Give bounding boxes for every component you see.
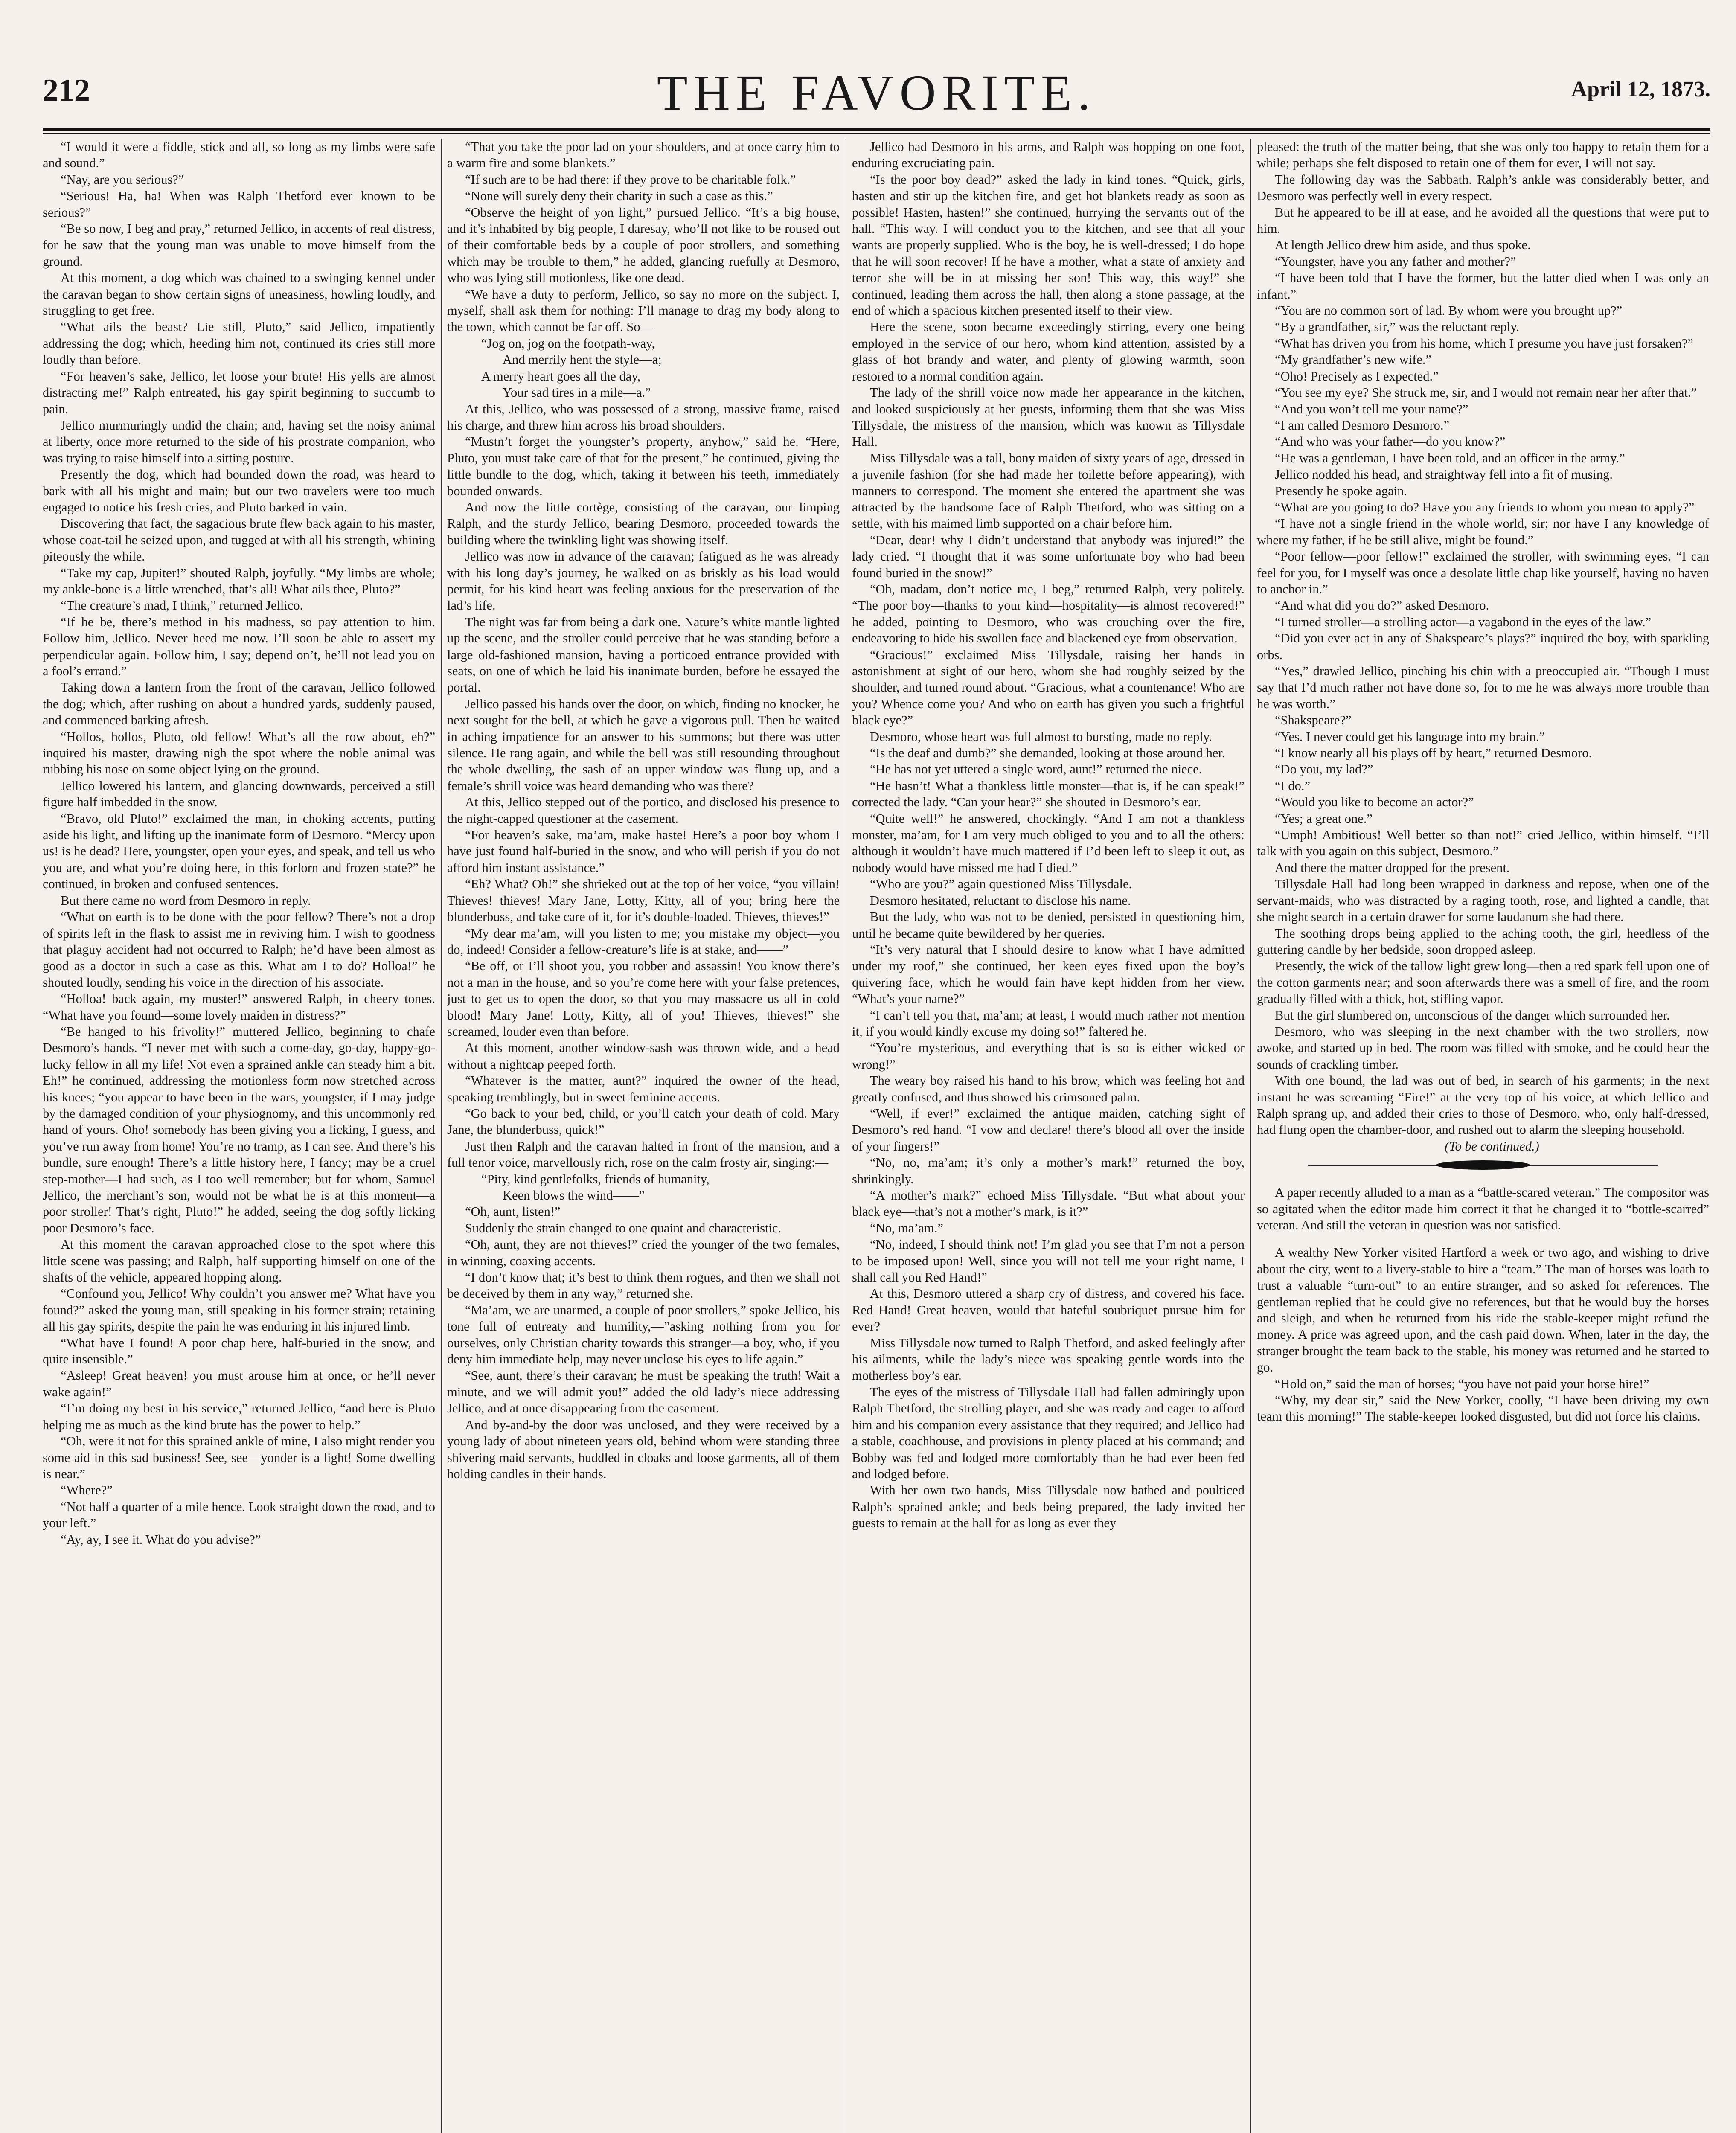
article-paragraph: “Is the deaf and dumb?” she demanded, looking at those around her. [870, 746, 1225, 761]
article-paragraph: “I can’t tell you that, ma’am; at least, I would much rather not mention it, if you would kindly excuse my doing so!” faltered he. [852, 1008, 1245, 1039]
article-paragraph: Jellico murmuringly undid the chain; and, having set the noisy animal at liberty, once more returned to the side of his prostrate companion, who was trying to raise himself into a sitting posture. [43, 418, 435, 465]
article-paragraph: “Umph! Ambitious! Well better so than not!” cried Jellico, within himself. “I’ll talk with you again on this subject, Desmoro.” [1257, 828, 1709, 859]
article-paragraph: “Mustn’t forget the youngster’s property, anyhow,” said he. “Here, Pluto, you must take care of that for the present,” he continued, giving the little bundle to the dog, which, taking it between his teeth, immediately bounded onwards. [447, 434, 840, 498]
article-paragraph: “Not half a quarter of a mile hence. Look straight down the road, and to your left.” [43, 1499, 435, 1531]
article-paragraph: The weary boy raised his hand to his brow, which was feeling hot and greatly confused, and thus showed his crimsoned palm. [852, 1073, 1245, 1104]
column-3 [852, 139, 1245, 2133]
article-paragraph: At length Jellico drew him aside, and thus spoke. [1275, 238, 1531, 253]
article-paragraph: “Asleep! Great heaven! you must arouse him at once, or he’ll never wake again!” [43, 1368, 435, 1399]
anecdote-paragraph: “Hold on,” said the man of horses; “you have not paid your horse hire!” [1275, 1376, 1649, 1391]
article-paragraph: pleased: the truth of the matter being, that she was only too happy to retain them for a while; perhaps she felt disposed to retain one of them for ever, I will not say. [1257, 139, 1709, 171]
article-paragraph: “Poor fellow—poor fellow!” exclaimed the stroller, with swimming eyes. “I can feel for you, for I myself was once a desolate little chap like yourself, having no haven to anchor in.” [1257, 549, 1709, 596]
article-paragraph: Desmoro hesitated, reluctant to disclose his name. [870, 893, 1131, 908]
anecdote-paragraph: A paper recently alluded to a man as a “battle-scared veteran.” The compositor was so agitated when the editor made him correct it that he changed it to “bottle-scarred” veteran. And still the veteran in question was not satisfied. [1257, 1185, 1709, 1232]
article-paragraph: “What ails the beast? Lie still, Pluto,” said Jellico, impatiently addressing the dog; which, heeding him not, continued its cries still more loudly than before. [43, 320, 435, 367]
article-paragraph: “Who are you?” again questioned Miss Tillysdale. [870, 877, 1132, 892]
article-paragraph: “Yes; a great one.” [1275, 811, 1373, 826]
article-paragraph: “Yes. I never could get his language into my brain.” [1275, 729, 1545, 744]
article-paragraph: Jellico passed his hands over the door, on which, finding no knocker, he next sought for the bell, at which he gave a vigorous pull. Then he waited in aching impatience for an answer to his summons; but there was utter silence. He rang again, and while the bell was still resounding throughout the whole dwelling, the sash of an upper window was flung up, and a female’s shrill voice was heard demanding who was there? [447, 696, 840, 793]
article-paragraph: “If such are to be had there: if they prove to be charitable folk.” [465, 172, 796, 187]
article-paragraph: “I am called Desmoro Desmoro.” [1275, 418, 1450, 433]
article-paragraph: The soothing drops being applied to the aching tooth, the girl, heedless of the guttering candle by her bedside, soon dropped asleep. [1257, 926, 1709, 957]
article-paragraph: And merrily hent the style—a; [503, 352, 662, 367]
article-paragraph: “The creature’s mad, I think,” returned Jellico. [61, 598, 303, 613]
article-paragraph: “No, ma’am.” [870, 1221, 943, 1235]
article-paragraph: Jellico nodded his head, and straightway fell into a fit of musing. [1275, 467, 1613, 482]
article-paragraph: “Holloa! back again, my muster!” answered Ralph, in cheery tones. “What have you found—some lovely maiden in distress?” [43, 991, 435, 1023]
article-paragraph: And there the matter dropped for the present. [1275, 860, 1510, 875]
article-paragraph: At this moment, another window-sash was thrown wide, and a head without a nightcap peeped forth. [447, 1040, 840, 1072]
article-paragraph: With her own two hands, Miss Tillysdale now bathed and poulticed Ralph’s sprained ankle; and beds being prepared, the lady invited her guests to remain at the hall for as long as ever they [852, 1483, 1245, 1531]
article-paragraph: “Gracious!” exclaimed Miss Tillysdale, raising her hands in astonishment at sight of our hero, whom she had roughly seized by the shoulder, and turned round about. “Gracious, what a countenance! Who are you? Whence come you? And who on earth has given you such a frightful black eye?” [852, 647, 1245, 728]
article-paragraph: Jellico had Desmoro in his arms, and Ralph was hopping on one foot, enduring excruciating pain. [852, 139, 1245, 171]
article-paragraph: “Observe the height of yon light,” pursued Jellico. “It’s a big house, and it’s inhabited by big people, I daresay, who’ll not like to be roused out of their comfortable beds by a couple of poor strollers, and something which may be trouble to them,” he added, glancing ruefully at Desmoro, who was lying still motionless, like one dead. [447, 205, 840, 285]
column-divider [1250, 139, 1251, 2133]
article-paragraph: “And who was your father—do you know?” [1275, 434, 1506, 449]
article-paragraph: “What are you going to do? Have you any friends to whom you mean to apply?” [1275, 500, 1695, 514]
article-paragraph: “Nay, are you serious?” [61, 172, 184, 187]
article-paragraph: “No, no, ma’am; it’s only a mother’s mark!” returned the boy, shrinkingly. [852, 1155, 1245, 1186]
article-paragraph: “Take my cap, Jupiter!” shouted Ralph, joyfully. “My limbs are whole; my ankle-bone is a little wrenched, that’s all! What ails thee, Pluto?” [43, 565, 435, 596]
article-paragraph: But the lady, who was not to be denied, persisted in questioning him, until he became quite bewildered by her queries. [852, 910, 1245, 941]
article-paragraph: “Oh, aunt, listen!” [465, 1204, 561, 1219]
article-paragraph: “Quite well!” he answered, chockingly. “And I am not a thankless monster, ma’am, for I am very much obliged to you and to all the others: although it wouldn’t have much mattered if I’d been left to sleep it out, as nobody would have missed me had I died.” [852, 811, 1245, 875]
page-number: 212 [43, 73, 90, 108]
article-paragraph: The lady of the shrill voice now made her appearance in the kitchen, and looked suspiciously at her guests, informing them that she was Miss Tillysdale, the mistress of the mansion, which was known as Tillysdale Hall. [852, 385, 1245, 449]
article-paragraph: “A mother’s mark?” echoed Miss Tillysdale. “But what about your black eye—that’s not a mother’s mark, is it?” [852, 1188, 1245, 1219]
article-paragraph: Keen blows the wind——” [503, 1188, 645, 1203]
article-paragraph: “I have not a single friend in the whole world, sir; nor have I any knowledge of where my father, if he be still alive, might be found.” [1257, 516, 1709, 547]
article-paragraph: “Serious! Ha, ha! When was Ralph Thetford ever known to be serious?” [43, 189, 435, 220]
article-paragraph: “Ay, ay, I see it. What do you advise?” [61, 1532, 261, 1547]
section-divider [1257, 1159, 1709, 1171]
article-paragraph: “Hollos, hollos, Pluto, old fellow! What’s all the row about, eh?” inquired his master, drawing nigh the spot where the noble animal was rubbing his nose on some object lying on the ground. [43, 729, 435, 777]
article-paragraph: “Oh, madam, don’t notice me, I beg,” returned Ralph, very politely. “The poor boy—thanks to your kind—hospitality—is almost recovered!” he added, pointing to Desmoro, who was crouching over the fire, endeavoring to hide his swollen face and blackened eye from observation. [852, 581, 1245, 646]
article-paragraph: But he appeared to be ill at ease, and he avoided all the questions that were put to him. [1257, 205, 1709, 236]
article-paragraph: Your sad tires in a mile—a.” [503, 385, 651, 400]
article-paragraph: Tillysdale Hall had long been wrapped in darkness and repose, when one of the servant-maids, who was distracted by a raging tooth, rose, and lighted a candle, that she might search in a certain drawer for some laudanum she had there. [1257, 877, 1709, 924]
article-paragraph: “That you take the poor lad on your shoulders, and at once carry him to a warm fire and some blankets.” [447, 139, 840, 171]
article-paragraph: “Yes,” drawled Jellico, pinching his chin with a preoccupied air. “Though I must say that I’d much rather not have done so, for to me he was always more trouble than he was worth.” [1257, 664, 1709, 711]
article-paragraph: Presently, the wick of the tallow light grew long—then a red spark fell upon one of the cotton garments near; and soon afterwards there was a smell of fire, and the room gradually filled with a thick, hot, stifling vapor. [1257, 959, 1709, 1006]
article-paragraph: Presently the dog, which had bounded down the road, was heard to bark with all his might and main; but our two travelers were too much engaged to notice his fresh cries, and Pluto barked in vain. [43, 467, 435, 514]
issue-date: April 12, 1873. [1571, 77, 1710, 102]
article-paragraph: “Do you, my lad?” [1275, 762, 1373, 777]
article-paragraph: “I have been told that I have the former, but the latter died when I was only an infant.” [1257, 270, 1709, 302]
publication-title: THE FAVORITE. [657, 65, 1096, 121]
article-paragraph: “Ma’am, we are unarmed, a couple of poor strollers,” spoke Jellico, his tone full of entreaty and humility,—”asking nothing from you for ourselves, only Christian charity towards this stranger—a boy, who, if you deny him immediate help, may never unclose his eyes to life again.” [447, 1302, 840, 1367]
anecdote-paragraph: “Why, my dear sir,” said the New Yorker, coolly, “I have been driving my own team this morning!” The stable-keeper looked disgusted, but did not force his claims. [1257, 1393, 1709, 1424]
article-paragraph: “What has driven you from his home, which I presume you have just forsaken?” [1275, 336, 1693, 351]
article-paragraph: “My grandfather’s new wife.” [1275, 352, 1431, 367]
article-paragraph: At this, Jellico, who was possessed of a strong, massive frame, raised his charge, and threw him across his broad shoulders. [447, 401, 840, 433]
article-paragraph: Here the scene, soon became exceedingly stirring, every one being employed in the service of our hero, whom kind attention, assisted by a glass of hot brandy and water, and plenty of glowing warmth, soon restored to a normal condition again. [852, 320, 1245, 384]
article-paragraph: The following day was the Sabbath. Ralph’s ankle was considerably better, and Desmoro was perfectly well in every respect. [1257, 172, 1709, 203]
article-paragraph: The eyes of the mistress of Tillysdale Hall had fallen admiringly upon Ralph Thetford, the strolling player, and she was ready and eager to afford him and his companion every assistance that they required; and Jellico had a stable, coachhouse, and provisions in plenty placed at his command; and Bobby was fed and lodged more comfortably than he had ever been fed and lodged before. [852, 1384, 1245, 1481]
article-paragraph: “What on earth is to be done with the poor fellow? There’s not a drop of spirits left in the flask to assist me in reviving him. I wish to goodness that plaguy accident had not occurred to Ralph; he’d have been almost as good as a doctor in such a case as this. What am I to do? Holloa!” he shouted loudly, sending his voice in the direction of his associate. [43, 910, 435, 990]
article-paragraph: “I would it were a fiddle, stick and all, so long as my limbs were safe and sound.” [43, 139, 435, 171]
article-paragraph: “For heaven’s sake, ma’am, make haste! Here’s a poor boy whom I have just found half-buried in the snow, and who will perish if you do not afford him instant assistance.” [447, 828, 840, 875]
anecdote-paragraph: A wealthy New Yorker visited Hartford a week or two ago, and wishing to drive about the city, went to a livery-stable to hire a “team.” The man of horses was loath to trust a valuable “turn-out” to an entire stranger, and so asked for references. The gentleman replied that he could give no references, but that he would buy the horses and sleigh, and when he returned from his ride the stable-keeper might refund the money. A price was agreed upon, and the cash paid down. When, later in the day, the stranger brought the team back to the stable, his money was returned and he started to go. [1257, 1245, 1709, 1375]
column-4 [1257, 139, 1709, 2133]
masthead-rule [43, 128, 1710, 134]
to-be-continued: (To be continued.) [1445, 1139, 1539, 1154]
article-paragraph: “You are no common sort of lad. By whom were you brought up?” [1275, 303, 1623, 318]
column-1 [43, 139, 435, 2133]
article-paragraph: Just then Ralph and the caravan halted in front of the mansion, and a full tenor voice, marvellously rich, rose on the calm frosty air, singing:— [447, 1139, 840, 1170]
article-paragraph: The night was far from being a dark one. Nature’s white mantle lighted up the scene, and the stroller could perceive that he was standing before a large old-fashioned mansion, having a porticoed entrance provided with seats, on one of which he laid his inanimate burden, before he essayed the portal. [447, 614, 840, 695]
article-paragraph: At this, Jellico stepped out of the portico, and disclosed his presence to the night-capped questioner at the casement. [447, 795, 840, 826]
article-paragraph: “If he be, there’s method in his madness, so pay attention to him. Follow him, Jellico. Never heed me now. I’ll soon be able to assert my perpendicular again. Follow him, I say; depend on’t, he’ll not lead you on a fool’s errand.” [43, 614, 435, 678]
article-paragraph: “Confound you, Jellico! Why couldn’t you answer me? What have you found?” asked the young man, still speaking in his former strain; retaining all his gay spirits, despite the pain he was enduring in his injured limb. [43, 1286, 435, 1334]
article-paragraph: Discovering that fact, the sagacious brute flew back again to his master, whose coat-tail he seized upon, and tugged at with all his strength, whining piteously the while. [43, 516, 435, 564]
article-paragraph: Desmoro, whose heart was full almost to bursting, made no reply. [870, 729, 1212, 744]
article-paragraph: “You’re mysterious, and everything that is so is either wicked or wrong!” [852, 1040, 1245, 1072]
article-paragraph: “Shakspeare?” [1275, 713, 1352, 728]
divider-ornament [1436, 1160, 1530, 1170]
article-paragraph: Miss Tillysdale now turned to Ralph Thetford, and asked feelingly after his ailments, while the lady’s niece was speaking gentle words into the motherless boy’s ear. [852, 1335, 1245, 1383]
article-paragraph: “Be hanged to his frivolity!” muttered Jellico, beginning to chafe Desmoro’s hands. “I never met with such a come-day, go-day, happy-go-lucky fellow in all my life! Not even a sprained ankle can steady him a bit. Eh!” he continued, addressing the motionless form now stretched across his knees; “you appear to have been in the wars, youngster, if I may judge by the damaged condition of your physiognomy, and this uncommonly red hand of yours. Oho! somebody has been giving you a licking, I guess, and you’ve run away from home! You’re no tramp, as I can see. And there’s his bundle, sure enough! There’s a little history here, I fancy; may be a cruel step-mother—I had such, as I too well remember; but for whom, Samuel Jellico, the merchant’s son, would not be what he is at this moment—a poor stroller! That’s right, Pluto!” he added, seeing the dog softly licking poor Desmoro’s face. [43, 1024, 435, 1235]
article-paragraph: Jellico lowered his lantern, and glancing downwards, perceived a still figure half imbedded in the snow. [43, 778, 435, 810]
article-paragraph: And by-and-by the door was unclosed, and they were received by a young lady of about nineteen years old, behind whom were standing three shivering maid servants, huddled in cloaks and loose garments, all of them holding candles in their hands. [447, 1417, 840, 1481]
article-paragraph: “I’m doing my best in his service,” returned Jellico, “and here is Pluto helping me as much as the kind brute has the power to help.” [43, 1401, 435, 1432]
article-paragraph: “He has not yet uttered a single word, aunt!” returned the niece. [870, 762, 1202, 777]
article-paragraph: “I know nearly all his plays off by heart,” returned Desmoro. [1275, 746, 1592, 761]
article-paragraph: “Well, if ever!” exclaimed the antique maiden, catching sight of Desmoro’s red hand. “I vow and declare! there’s blood all over the inside of your fingers!” [852, 1106, 1245, 1154]
article-paragraph: “And you won’t tell me your name?” [1275, 401, 1468, 416]
article-paragraph: “He was a gentleman, I have been told, and an officer in the army.” [1275, 450, 1625, 465]
article-paragraph: At this, Desmoro uttered a sharp cry of distress, and covered his face. Red Hand! Great heaven, would that hateful soubriquet pursue him for ever? [852, 1286, 1245, 1334]
article-paragraph: Suddenly the strain changed to one quaint and characteristic. [465, 1221, 782, 1235]
article-paragraph: “Oho! Precisely as I expected.” [1275, 369, 1439, 384]
article-paragraph: Desmoro, who was sleeping in the next chamber with the two strollers, now awoke, and started up in bed. The room was filled with smoke, and he could hear the sounds of crackling timber. [1257, 1024, 1709, 1072]
column-divider [441, 139, 442, 2133]
article-paragraph: “Is the poor boy dead?” asked the lady in kind tones. “Quick, girls, hasten and stir up the kitchen fire, and get hot blankets ready as soon as possible! Hasten, hasten!” she continued, hurrying the servants out of the hall. “This way. I will conduct you to the kitchen, and see that all your wants are properly supplied. Who is the boy, he is well-dressed; I do hope that he will soon recover! If he have a mother, what a state of anxiety and terror she will be in at missing her son! This way, this way!” she continued, leading them across the hall, then along a stone passage, at the end of which a spacious kitchen presented itself to their view. [852, 172, 1245, 318]
article-paragraph: “No, indeed, I should think not! I’m glad you see that I’m not a person to be imposed upon! Well, since you will not tell me your right name, I shall call you Red Hand!” [852, 1237, 1245, 1285]
article-paragraph: “Dear, dear! why I didn’t understand that anybody was injured!” the lady cried. “I thought that it was some unfortunate boy who had been found buried in the snow!” [852, 532, 1245, 580]
article-paragraph: “Pity, kind gentlefolks, friends of humanity, [481, 1171, 710, 1186]
article-paragraph: “Bravo, old Pluto!” exclaimed the man, in choking accents, putting aside his light, and lifting up the inanimate form of Desmoro. “Mercy upon us! is he dead? Here, youngster, open your eyes, and speak, and tell us who you are, and what you’re doing here, in this forlorn and frozen state?” he continued, in broken and confused sentences. [43, 811, 435, 892]
article-paragraph: Presently he spoke again. [1275, 483, 1407, 498]
article-paragraph: “See, aunt, there’s their caravan; he must be speaking the truth! Wait a minute, and we will admit you!” added the old lady’s niece addressing Jellico, and at once disappearing from the casement. [447, 1368, 840, 1416]
article-paragraph: And now the little cortège, consisting of the caravan, our limping Ralph, and the sturdy Jellico, bearing Desmoro, proceeded towards the building where the twinkling light was showing itself. [447, 500, 840, 547]
article-paragraph: “What have I found! A poor chap here, half-buried in the snow, and quite insensible.” [43, 1335, 435, 1367]
article-paragraph: “I turned stroller—a strolling actor—a vagabond in the eyes of the law.” [1275, 614, 1652, 629]
article-paragraph: At this moment, a dog which was chained to a swinging kennel under the caravan began to show certain signs of uneasiness, howling loudly, and struggling to get free. [43, 270, 435, 318]
article-paragraph: “For heaven’s sake, Jellico, let loose your brute! His yells are almost distracting me!” Ralph entreated, his gay spirit beginning to succumb to pain. [43, 369, 435, 416]
article-paragraph: Jellico was now in advance of the caravan; fatigued as he was already with his long day’s journey, he walked on as briskly as his load would permit, for his kind heart was feeling anxious for the preservation of the lad’s life. [447, 549, 840, 613]
article-paragraph: “Did you ever act in any of Shakspeare’s plays?” inquired the boy, with sparkling orbs. [1257, 631, 1709, 662]
column-2 [447, 139, 840, 2133]
masthead [43, 64, 1710, 124]
article-paragraph: “Jog on, jog on the footpath-way, [481, 336, 655, 351]
article-paragraph: “Would you like to become an actor?” [1275, 795, 1474, 810]
article-paragraph: “None will surely deny their charity in such a case as this.” [465, 189, 773, 203]
article-paragraph: “Oh, aunt, they are not thieves!” cried the younger of the two females, in winning, coaxing accents. [447, 1237, 840, 1268]
article-paragraph: “I don’t know that; it’s best to think them rogues, and then we shall not be deceived by them in any way,” returned she. [447, 1270, 840, 1301]
article-paragraph: “My dear ma’am, will you listen to me; you mistake my object—you do, indeed! Consider a fellow-creature’s life is at stake, and——” [447, 926, 840, 957]
article-paragraph: “I do.” [1275, 778, 1310, 793]
article-paragraph: “He hasn’t! What a thankless little monster—that is, if he can speak!” corrected the lady. “Can your hear?” she shouted in Desmoro’s ear. [852, 778, 1245, 810]
article-paragraph: But the girl slumbered on, unconscious of the danger which surrounded her. [1275, 1008, 1670, 1023]
article-paragraph: “Be so now, I beg and pray,” returned Jellico, in accents of real distress, for he saw that the young man was unable to move himself from the ground. [43, 221, 435, 269]
article-paragraph: Miss Tillysdale was a tall, bony maiden of sixty years of age, dressed in a juvenile fashion (for she had made her toilette before appearing), with manners to correspond. The moment she entered the apartment she was attracted by the handsome face of Ralph Thetford, who was sitting on a settle, with his maimed limb supported on a chair before him. [852, 450, 1245, 531]
article-paragraph: “It’s very natural that I should desire to know what I have admitted under my roof,” she continued, her keen eyes fixed upon the boy’s quivering face, which he would fain have kept hidden from her view. “What’s your name?” [852, 942, 1245, 1006]
article-paragraph: “And what did you do?” asked Desmoro. [1275, 598, 1489, 613]
article-paragraph: At this moment the caravan approached close to the spot where this little scene was passing; and Ralph, half supporting himself on one of the shafts of the vehicle, appeared hopping along. [43, 1237, 435, 1285]
article-paragraph: “We have a duty to perform, Jellico, so say no more on the subject. I, myself, shall ask them for nothing: I’ll manage to drag my body along to the town, which cannot be far off. So— [447, 287, 840, 334]
article-paragraph: “Where?” [61, 1483, 113, 1498]
article-paragraph: “Whatever is the matter, aunt?” inquired the owner of the head, speaking tremblingly, but in sweet feminine accents. [447, 1073, 840, 1104]
article-paragraph: “Oh, were it not for this sprained ankle of mine, I also might render you some aid in this sad business! See, see—yonder is a light! Some dwelling is near.” [43, 1434, 435, 1481]
article-paragraph: “Go back to your bed, child, or you’ll catch your death of cold. Mary Jane, the blunderbuss, quick!” [447, 1106, 840, 1137]
article-paragraph: “By a grandfather, sir,” was the reluctant reply. [1275, 320, 1520, 334]
article-paragraph: “Be off, or I’ll shoot you, you robber and assassin! You know there’s not a man in the house, and so you’re come here with your false pretences, just to get us to open the door, so that you may massacre us all in cold blood! Mary Jane! Lotty, Kitty, all of you! Thieves, thieves!” she screamed, louder even than before. [447, 959, 840, 1039]
article-paragraph: “Youngster, have you any father and mother?” [1275, 254, 1516, 269]
article-paragraph: Taking down a lantern from the front of the caravan, Jellico followed the dog; which, after rushing on about a hundred yards, suddenly paused, and commenced barking afresh. [43, 680, 435, 728]
article-paragraph: “You see my eye? She struck me, sir, and I would not remain near her after that.” [1275, 385, 1697, 400]
article-paragraph: “Eh? What? Oh!” she shrieked out at the top of her voice, “you villain! Thieves! thieves! Mary Jane, Lotty, Kitty, all of you; bring here the blunderbuss, and take care of it, for it’s double-loaded. Thieves, thieves!” [447, 877, 840, 924]
article-paragraph: A merry heart goes all the day, [481, 369, 641, 384]
article-paragraph: With one bound, the lad was out of bed, in search of his garments; in the next instant he was screaming “Fire!” at the very top of his voice, at which Jellico and Ralph sprang up, and added their cries to those of Desmoro, who, only half-dressed, had flung open the chamber-door, and rushed out to alarm the sleeping household. [1257, 1073, 1709, 1137]
article-paragraph: But there came no word from Desmoro in reply. [61, 893, 311, 908]
